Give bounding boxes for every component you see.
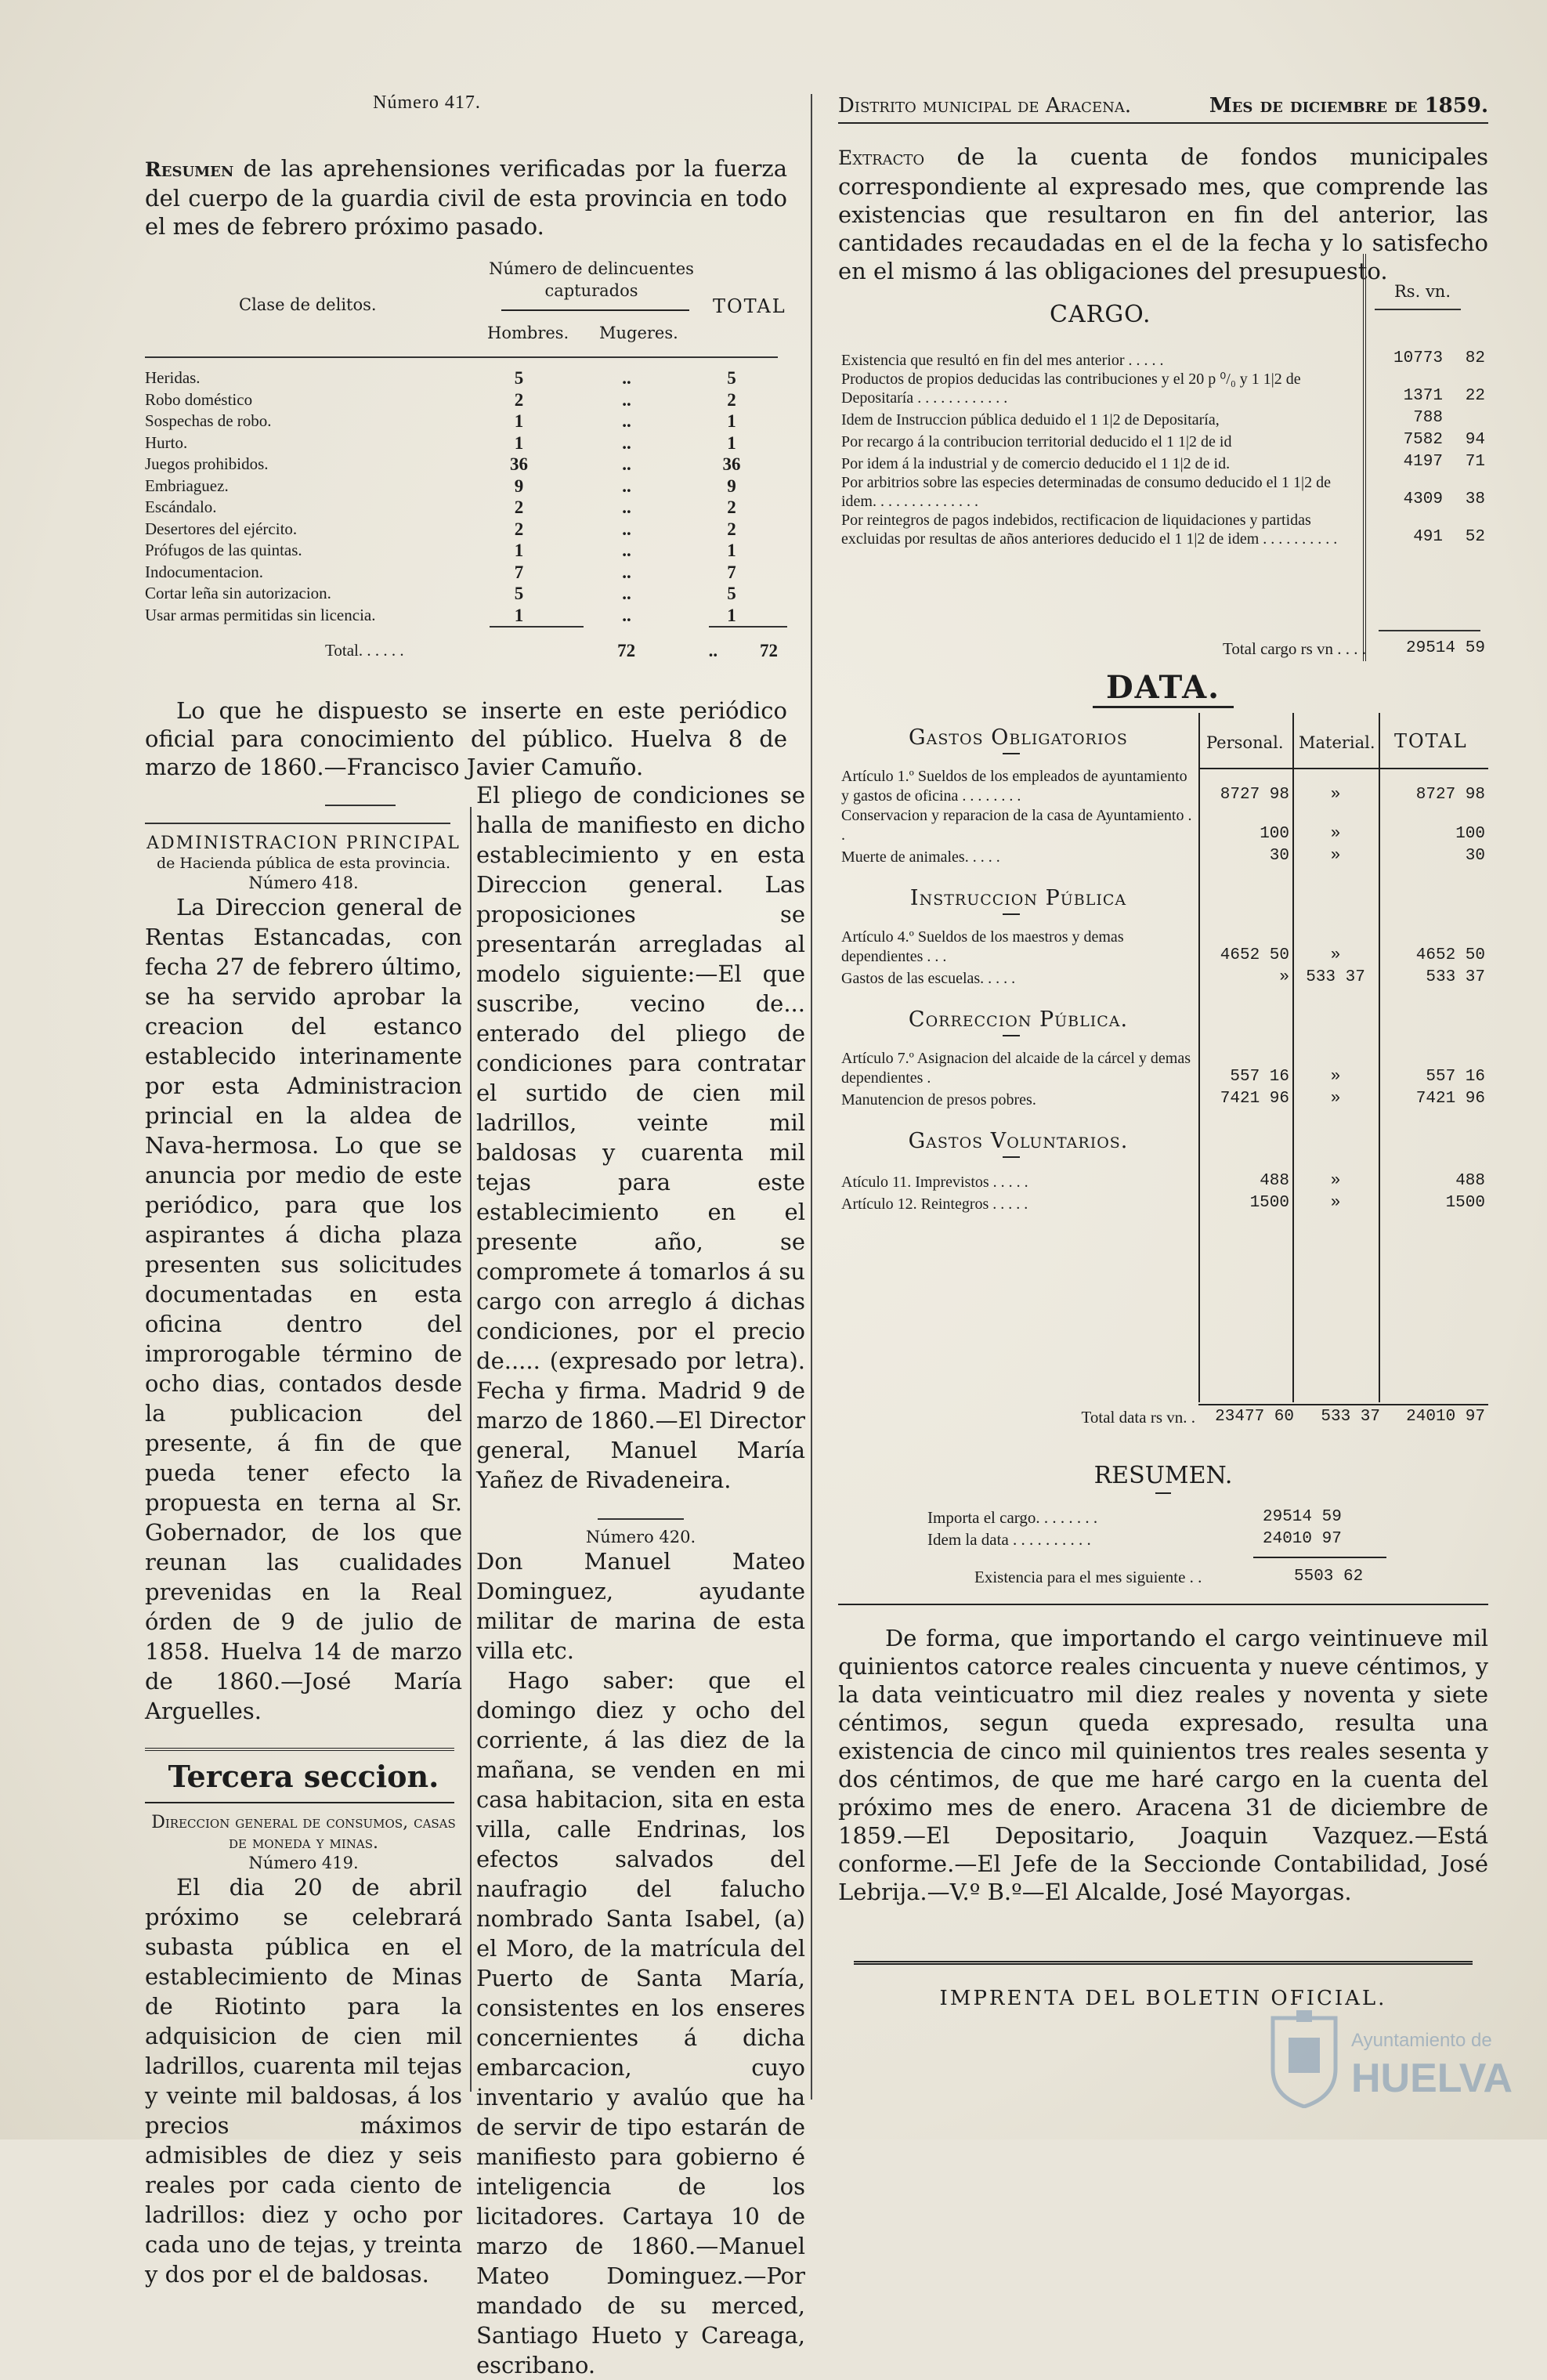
crime-total: 1 [727, 605, 736, 625]
cargo-row [838, 451, 1488, 473]
crime-total: 9 [727, 476, 736, 496]
cargo-row [838, 473, 1488, 511]
crime-row [145, 583, 778, 605]
hago-saber: Hago saber: que el domingo diez y ocho del corriente, á las diez de la mañana, se venden en mi casa habitacion, sita en esta villa, calle Endrinas, los efectos salvados del naufragio del falucho nombrado Santa Isabel, (a) el Moro, de la matrícula del Puerto de Santa María, consistentes en los enseres concernientes á dicha embarcacion, cuyo inventario y avalúo que ha de servir de tipo estarán de manifiesto para gobierno é inteligencia de los licitadores. Cartaya 10 de marzo de 1860.—Manuel Mateo Dominguez.—Por mandado de su merced, Santiago Hueto y Careaga, escribano. [476, 1667, 805, 2378]
data-row-personal: 7421 96 [1220, 1090, 1289, 1108]
data-section-table [838, 1170, 1488, 1214]
huelva-watermark [1265, 2006, 1516, 2116]
th-total: TOTAL [713, 295, 786, 317]
crime-name: Sospechas de robo. [145, 411, 272, 430]
cargo-row [838, 407, 1488, 429]
crime-total: 5 [727, 584, 736, 603]
th-mugeres: Mugeres. [599, 324, 678, 342]
data-row-total: 533 37 [1426, 968, 1485, 986]
crime-name: Hurto. [145, 432, 188, 452]
admin-top-rule [145, 823, 450, 824]
existencia-label: Existencia para el mes siguiente . . [974, 1568, 1202, 1586]
resumen-row [924, 1528, 1363, 1550]
crime-total: 36 [722, 454, 741, 474]
resumen-label: Importa el cargo. . . . . . . . [927, 1508, 1098, 1527]
imprenta-line: IMPRENTA DEL BOLETIN OFICIAL. [939, 1987, 1387, 2010]
section-dash [1003, 913, 1020, 915]
middle-column [476, 780, 805, 2380]
crime-total: 2 [727, 497, 736, 517]
crime-name: Prófugos de las quintas. [145, 541, 302, 559]
th-data-total: TOTAL [1394, 730, 1468, 752]
cargo-text: Productos de propios deducidas las contribuciones y el 20 p ⁰/₀ y 1 1|2 de Depositaría . . . . . . . . . . . . [841, 371, 1301, 407]
crime-name: Robo doméstico [145, 389, 253, 409]
th-hombres: Hombres. [487, 324, 569, 342]
data-row-material: » [1330, 1172, 1341, 1190]
data-sum-rule [1198, 1404, 1488, 1405]
crime-mugeres: .. [622, 519, 631, 539]
data-section-table [838, 767, 1488, 867]
data-row-personal: 100 [1260, 825, 1289, 843]
crime-row [145, 476, 778, 497]
crime-row [145, 497, 778, 519]
total-label: Total. . . . . . [325, 641, 404, 660]
cargo-c: 82 [1465, 349, 1485, 367]
section-dash [1003, 1035, 1020, 1036]
mid-divider [598, 1518, 684, 1520]
resumen-label: Idem la data . . . . . . . . . . [927, 1530, 1091, 1549]
consumos-title: Direccion general de consumos, casas de moneda y minas. [151, 1813, 456, 1853]
data-row-total: 488 [1455, 1172, 1485, 1190]
crime-mugeres: .. [622, 368, 631, 388]
total-row [145, 640, 778, 662]
crime-name: Embriaguez. [145, 476, 229, 495]
imprenta-rule [854, 1961, 1473, 1965]
crime-total: 5 [727, 368, 736, 388]
th-material: Material. [1299, 733, 1375, 752]
tercera-top-rule [145, 1748, 454, 1751]
crime-hombres: 9 [514, 476, 524, 496]
numero-419: Número 419. [248, 1854, 359, 1872]
data-row-material: » [1330, 1194, 1341, 1212]
numero-417: Número 417. [373, 92, 481, 113]
data-row [838, 1088, 1488, 1110]
data-row-text: Artículo 7.º Asignacion del alcaide de la cárcel y demas dependientes . [841, 1050, 1191, 1087]
th-personal: Personal. [1206, 733, 1284, 752]
data-row [838, 806, 1488, 845]
crime-total: 1 [727, 411, 736, 431]
data-section-table [838, 928, 1488, 989]
cargo-total-label: Total cargo rs vn . . . . [1222, 639, 1366, 658]
crime-hombres: 1 [514, 605, 524, 625]
crime-row [145, 432, 778, 454]
crime-hombres: 7 [514, 562, 524, 582]
data-total-row [838, 1406, 1488, 1428]
column-rule-left [470, 807, 472, 2092]
resumen-text: de las aprehensiones verificadas por la fuerza del cuerpo de la guardia civil de esta provincia en todo el mes de febrero próximo pasado. [145, 155, 787, 240]
crime-row [145, 389, 778, 411]
data-row-text: Artículo 4.º Sueldos de los maestros y demas dependientes . . . [841, 928, 1124, 965]
table-top-rule [145, 356, 778, 358]
cargo-text: Idem de Instruccion pública deduido el 1 1|2 de Depositaría, [841, 411, 1220, 429]
crime-name: Usar armas permitidas sin licencia. [145, 605, 376, 624]
data-row-personal: 8727 98 [1220, 786, 1289, 804]
distrito-heading: Distrito municipal de Aracena. [838, 94, 1132, 118]
crime-row [145, 411, 778, 432]
crime-hombres: 2 [514, 497, 524, 517]
shield-icon [1265, 2006, 1343, 2108]
cargo-row [838, 370, 1488, 407]
crime-total: 7 [727, 562, 736, 582]
data-row-total: 30 [1465, 847, 1485, 865]
data-row-text: Artículo 12. Reintegros . . . . . [841, 1195, 1028, 1213]
existencia-value: 5503 62 [1294, 1568, 1364, 1586]
data-row [838, 1049, 1488, 1088]
cargo-rs: 10773 [1393, 349, 1443, 367]
data-row-personal: 1500 [1249, 1194, 1289, 1212]
crime-mugeres: .. [622, 605, 631, 625]
th-clase: Clase de delitos. [239, 295, 377, 314]
cargo-c: 22 [1465, 387, 1485, 405]
crime-name: Juegos prohibidos. [145, 454, 269, 473]
crime-row [145, 519, 778, 541]
cargo-total-table [838, 638, 1488, 660]
total-h: 72 [617, 641, 636, 660]
resumen-row [924, 1506, 1363, 1528]
existencia-table [971, 1566, 1410, 1588]
cargo-row [838, 511, 1488, 548]
data-row-text: Artículo 1.º Sueldos de los empleados de ayuntamiento y gastos de oficina . . . . . . . . [841, 768, 1187, 805]
watermark-line1: Ayuntamiento de [1351, 2030, 1492, 2051]
data-row [838, 845, 1488, 867]
resumen-heading: RESUMEN. [1093, 1462, 1233, 1489]
crime-mugeres: .. [622, 584, 631, 603]
cargo-c: 71 [1465, 453, 1485, 471]
crime-mugeres: .. [622, 476, 631, 496]
watermark-line2: HUELVA [1351, 2056, 1513, 2101]
th-numero: Número de delincuentes capturados [489, 259, 694, 300]
cargo-rs: 4309 [1403, 490, 1443, 508]
resumen-value: 29514 59 [1263, 1508, 1342, 1526]
crime-hombres: 1 [514, 432, 524, 453]
right-header [838, 94, 1488, 118]
total-m: .. [708, 641, 718, 660]
data-row-material: » [1330, 847, 1341, 865]
data-row-total: 557 16 [1426, 1068, 1485, 1086]
data-section-title: Gastos Obligatorios [909, 725, 1128, 750]
data-row-total: 8727 98 [1415, 786, 1485, 804]
consumos-text: El dia 20 de abril próximo se celebrará subasta pública en el establecimiento de Minas de Riotinto para la adquisicion de cien mil ladrillos, cuarenta mil tejas y veinte mil baldosas, á los precios máximos admisibles de diez y seis reales por cada ciento de ladrillos: diez y ocho por cada uno de tejas, y treinta y dos por el de baldosas. [145, 1874, 462, 2288]
cargo-rs: 4197 [1403, 453, 1443, 471]
data-sections [838, 725, 1488, 1214]
sum-rule-2 [709, 626, 787, 628]
data-section-title: Correccion Pública. [908, 1007, 1129, 1032]
rs-vn-label: Rs. vn. [1394, 282, 1451, 301]
data-total-p: 23477 60 [1215, 1408, 1294, 1426]
cargo-rs: 788 [1413, 409, 1443, 427]
data-row-text: Manutencion de presos pobres. [841, 1091, 1036, 1109]
cargo-rs: 7582 [1403, 431, 1443, 449]
sum-rule-1 [490, 626, 584, 628]
tercera-bottom-rule [145, 1802, 454, 1803]
crime-mugeres: .. [622, 411, 631, 431]
crime-mugeres: .. [622, 562, 631, 582]
crime-hombres: 2 [514, 389, 524, 410]
crime-name: Cortar leña sin autorizacion. [145, 584, 331, 602]
data-row-material: » [1330, 1068, 1341, 1086]
crime-row [145, 367, 778, 389]
data-row-total: 1500 [1445, 1194, 1485, 1212]
short-divider [325, 805, 396, 806]
data-section-title: Gastos Voluntarios. [908, 1129, 1129, 1153]
crime-row [145, 454, 778, 476]
cargo-row [838, 348, 1488, 370]
cargo-text: Por recargo á la contribucion territorial deducido el 1 1|2 de id [841, 433, 1232, 450]
data-ornament [1093, 706, 1234, 708]
cargo-block [838, 282, 1488, 677]
deforma-top-rule [838, 1604, 1488, 1605]
crime-mugeres: .. [622, 432, 631, 453]
data-row-total: 4652 50 [1415, 946, 1485, 964]
data-row-text: Gastos de las escuelas. . . . . [841, 970, 1016, 987]
cargo-total-c: 59 [1465, 639, 1485, 657]
data-total-table [838, 1406, 1488, 1428]
crime-name: Heridas. [145, 368, 201, 387]
crime-hombres: 5 [514, 584, 524, 603]
crime-hombres: 2 [514, 519, 524, 539]
data-row-text: Atículo 11. Imprevistos . . . . . [841, 1174, 1028, 1191]
data-row [838, 967, 1488, 989]
data-section-table [838, 1049, 1488, 1110]
cargo-text: Existencia que resultó en fin del mes anterior . . . . . [841, 352, 1164, 369]
right-column [838, 94, 1488, 2010]
crime-name: Desertores del ejército. [145, 519, 298, 538]
crimes-total-table [145, 640, 778, 662]
data-row-personal: 488 [1260, 1172, 1289, 1190]
crime-hombres: 1 [514, 411, 524, 431]
data-row [838, 1192, 1488, 1214]
data-row-material: » [1330, 1090, 1341, 1108]
crime-total: 2 [727, 389, 736, 410]
data-title: DATA. [1105, 669, 1221, 706]
crime-total: 1 [727, 432, 736, 453]
cargo-row [838, 429, 1488, 451]
crime-total: 1 [727, 541, 736, 560]
pliego-text: El pliego de condiciones se halla de manifiesto en dicho establecimiento y en esta Direccion general. Las proposiciones se presentarán arregladas al modelo siguiente:—El que suscribe, vecino de... enterado del pliego de condiciones para contratar el surtido de cien mil ladrillos, veinte mil baldosas y cuarenta mil tejas para este establecimiento en el presente año, se compromete á tomarlos á su cargo con arreglo á dichas condiciones, por el precio de..... (expresado por letra). Fecha y firma. Madrid 9 de marzo de 1860.—El Director general, Manuel María Yañez de Rivadeneira. [476, 782, 806, 1493]
data-row-material: » [1330, 946, 1341, 964]
cargo-c: 94 [1465, 431, 1485, 449]
data-row-text: Conservacion y reparacion de la casa de Ayuntamiento . . [841, 807, 1192, 844]
data-row-material: » [1330, 786, 1341, 804]
cargo-c: 52 [1465, 528, 1485, 546]
data-row [838, 767, 1488, 806]
data-row-material: 533 37 [1306, 968, 1365, 986]
crime-mugeres: .. [622, 497, 631, 517]
header-rule [501, 309, 689, 311]
crime-hombres: 5 [514, 368, 524, 388]
numero-420: Número 420. [585, 1528, 696, 1546]
cargo-c: 38 [1465, 490, 1485, 508]
crime-hombres: 36 [510, 454, 528, 474]
data-block [838, 713, 1488, 1434]
crime-row [145, 540, 778, 562]
crime-mugeres: .. [622, 541, 631, 560]
data-row-personal: 557 16 [1230, 1068, 1289, 1086]
mes-heading: Mes de diciembre de 1859. [1209, 94, 1488, 118]
extracto-text: de la cuenta de fondos municipales correspondiente al expresado mes, que comprende las existencias que resultaron en fin del anterior, las cantidades recaudadas en el de la fecha y lo satisfecho en el mismo á las obligaciones del presupuesto. [838, 143, 1489, 284]
crime-row [145, 562, 778, 584]
don-manuel: Don Manuel Mateo Dominguez, ayudante militar de marina de esta villa etc. [476, 1548, 805, 1664]
resumen-table [924, 1506, 1363, 1550]
data-row-personal: 4652 50 [1220, 946, 1289, 964]
existencia-row [971, 1566, 1410, 1588]
data-total-t: 24010 97 [1406, 1408, 1485, 1426]
cargo-rs: 1371 [1403, 387, 1443, 405]
cargo-total-row [838, 638, 1488, 660]
numero-418: Número 418. [248, 874, 359, 892]
crime-mugeres: .. [622, 454, 631, 474]
right-header-rule [838, 122, 1488, 124]
data-row-personal: » [1279, 968, 1289, 986]
crime-name: Indocumentacion. [145, 562, 264, 581]
resumen-title: Resumen [145, 158, 234, 181]
cargo-title: CARGO. [1050, 301, 1151, 328]
crime-name: Escándalo. [145, 497, 217, 516]
resumen-value: 24010 97 [1263, 1530, 1342, 1548]
section-dash [1003, 1156, 1020, 1158]
crime-mugeres: .. [622, 389, 631, 410]
crime-hombres: 1 [514, 541, 524, 560]
total-t: 72 [760, 641, 778, 660]
resumen-rule [1253, 1557, 1386, 1558]
cargo-text: Por arbitrios sobre las especies determinadas de consumo deducido el 1 1|2 de idem. . . . . . . . . . . . . . [841, 474, 1331, 510]
crime-row [145, 605, 778, 627]
cargo-sum-rule [1379, 630, 1480, 631]
admin-title: ADMINISTRACION PRINCIPAL [146, 834, 461, 853]
section-dash [1003, 753, 1020, 754]
deforma-paragraph: De forma, que importando el cargo veintinueve mil quinientos catorce reales cincuenta y nueve céntimos, y la data veinticuatro mil diez reales y noventa y siete céntimos, segun queda expresado, resulta una existencia de cinco mil quinientos tres reales sesenta y dos céntimos, de que me haré cargo en la cuenta del próximo mes de enero. Aracena 31 de diciembre de 1859.—El Depositario, Joaquin Vazquez.—Está conforme.—El Jefe de la Seccionde Contabilidad, José Lebrija.—V.º B.º—El Alcalde, José Mayorgas. [838, 1625, 1488, 1905]
resumen-paragraph [145, 154, 787, 241]
closing-paragraph: Lo que he dispuesto se inserte en este periódico oficial para conocimiento del público. Huelva 8 de marzo de 1860.—Francisco Javier Camuño. [145, 697, 787, 780]
left-lower-column [145, 823, 462, 2289]
admin-sub: de Hacienda pública de esta provincia. [156, 855, 451, 872]
data-row-total: 100 [1455, 825, 1485, 843]
data-section-title: Instruccion Pública [909, 886, 1127, 910]
column-rule-center [811, 94, 812, 2100]
data-row-personal: 30 [1269, 847, 1289, 865]
cargo-table [838, 348, 1488, 548]
data-total-label: Total data rs vn. . [1081, 1408, 1195, 1427]
crimes-table-block [145, 258, 787, 696]
data-row [838, 928, 1488, 967]
data-row-text: Muerte de animales. . . . . [841, 848, 1000, 866]
crime-total: 2 [727, 519, 736, 539]
cargo-rs: 491 [1413, 528, 1443, 546]
cargo-c [1446, 407, 1488, 429]
data-row-material: » [1330, 825, 1341, 843]
resumen-dash [1155, 1492, 1171, 1494]
crimes-table [145, 367, 778, 626]
data-row [838, 1170, 1488, 1192]
data-total-m: 533 37 [1321, 1408, 1380, 1426]
cargo-total-rs: 29514 [1405, 639, 1455, 657]
rs-rule [1375, 309, 1461, 310]
extracto-paragraph [838, 143, 1488, 285]
extracto-title: Extracto [838, 146, 925, 169]
left-upper-column [145, 92, 787, 781]
tercera-heading: Tercera seccion. [168, 1759, 439, 1794]
cargo-text: Por reintegros de pagos indebidos, rectificacion de liquidaciones y partidas excluidas por resultas de años anteriores deducido el 1 1|2 de idem . . . . . . . . . . [841, 512, 1338, 548]
cargo-text: Por idem á la industrial y de comercio deducido el 1 1|2 de id. [841, 455, 1231, 472]
admin-text: La Direccion general de Rentas Estancadas, con fecha 27 de febrero último, se ha servido aprobar la creacion del estanco establecido interinamente por esta Administracion princial en la aldea de Nava-hermosa. Lo que se anuncia por medio de este periódico, para que los aspirantes á dicha plaza presenten sus solicitudes documentadas en esta oficina dentro del improrogable término de ocho dias, contados desde la publicacion del presente, á fin de que pueda tener efecto la propuesta en terna al Sr. Gobernador, de los que reunan las cualidades prevenidas en la Real órden de 9 de julio de 1858. Huelva 14 de marzo de 1860.—José María Arguelles. [145, 894, 462, 1724]
data-row-total: 7421 96 [1415, 1090, 1485, 1108]
